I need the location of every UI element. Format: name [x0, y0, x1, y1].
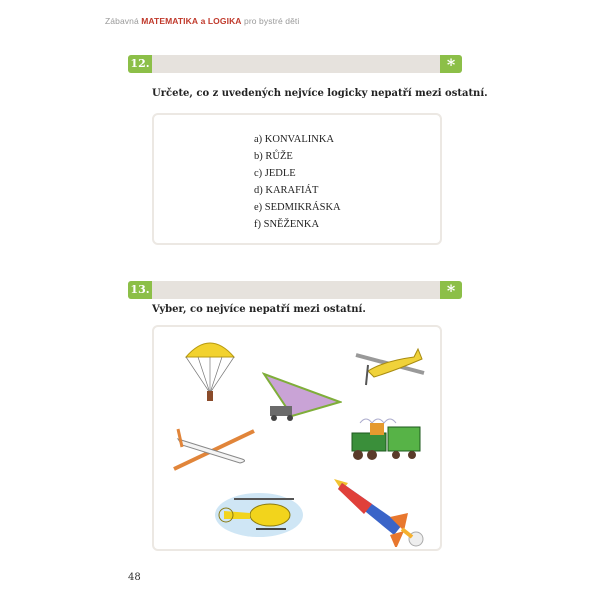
header-text: pro bystré děti — [244, 16, 300, 26]
task-13-question: Vyber, co nejvíce nepatří mezi ostatní. — [152, 304, 366, 315]
task-number: 12. — [128, 55, 152, 73]
difficulty-star-icon: * — [440, 281, 462, 299]
option-item: b) RŮŽE — [254, 151, 293, 162]
option-item: f) SNĚŽENKA — [254, 219, 320, 230]
rocket-picture — [332, 477, 432, 547]
header-highlight: a — [200, 16, 206, 26]
option-item: a) KONVALINKA — [254, 134, 335, 145]
options-list — [254, 131, 341, 233]
helicopter-picture — [214, 489, 304, 539]
task-13-picture-box — [152, 325, 442, 551]
header-highlight: MATEMATIKA — [141, 16, 199, 26]
page-number: 48 — [128, 572, 141, 583]
task-12-question: Určete, co z uvedených nejvíce logicky nepatří mezi ostatní. — [152, 88, 488, 99]
hang-glider-picture — [262, 372, 342, 422]
steam-train-picture — [346, 415, 424, 463]
option-item: e) SEDMIKRÁSKA — [254, 202, 341, 213]
header-highlight: LOGIKA — [207, 16, 242, 26]
airplane-picture — [354, 345, 426, 389]
parachute-picture — [182, 335, 238, 405]
difficulty-star-icon: * — [440, 55, 462, 73]
option-item: d) KARAFIÁT — [254, 185, 319, 196]
task-number: 13. — [128, 281, 152, 299]
option-item: c) JEDLE — [254, 168, 296, 179]
task-12-answer-box — [152, 113, 442, 245]
running-header — [105, 16, 299, 26]
glider-picture — [172, 425, 256, 473]
header-text: Zábavná — [105, 16, 139, 26]
task-13-bar — [128, 281, 462, 299]
task-12-bar — [128, 55, 462, 73]
